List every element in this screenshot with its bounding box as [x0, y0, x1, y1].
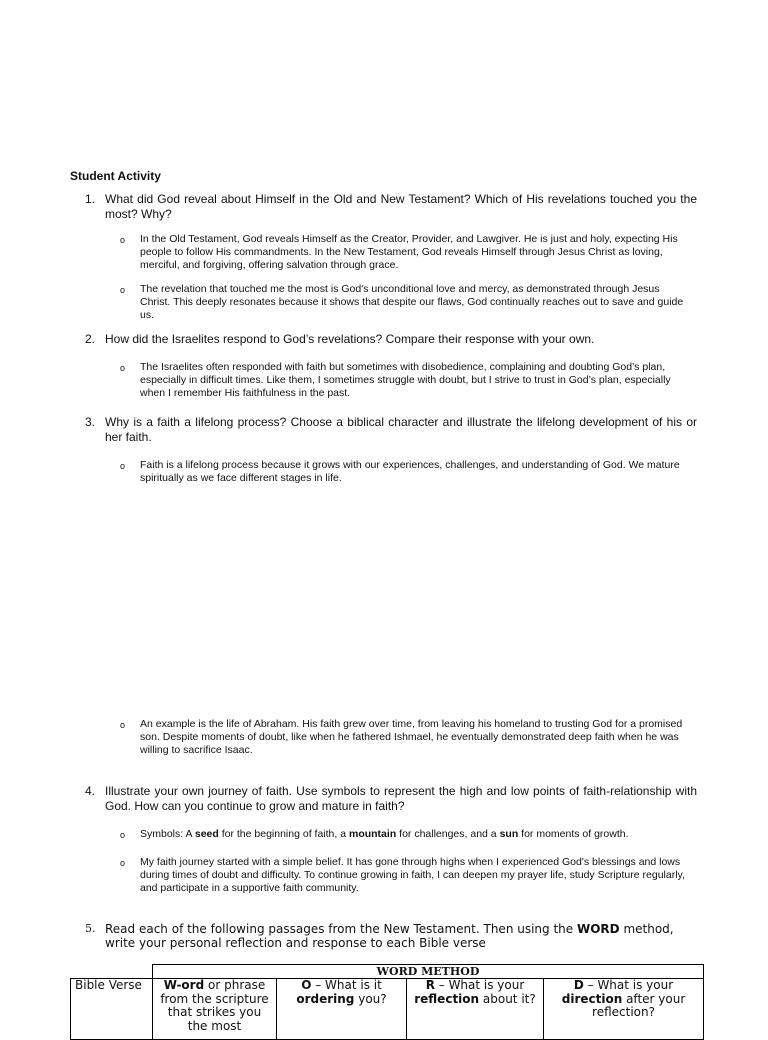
col-bible-verse: Bible Verse — [71, 979, 153, 1040]
bullet-icon: o — [120, 858, 126, 868]
question-1 — [85, 192, 697, 221]
col-direction: D – What is your direction after your reflection? — [544, 979, 704, 1040]
question-number: 2. — [85, 332, 96, 346]
answer-item — [120, 361, 691, 401]
word-method-table — [70, 964, 704, 1040]
answer-item — [120, 233, 691, 273]
word-method-term: WORD — [576, 922, 620, 936]
bullet-icon: o — [120, 720, 126, 730]
table-title: WORD METHOD — [153, 965, 704, 979]
section-heading: Student Activity — [70, 169, 161, 183]
bullet-icon: o — [120, 363, 126, 373]
question-number: 4. — [85, 784, 96, 798]
answer-text: Faith is a lifelong process because it grows with our experiences, challenges, and understanding of God. We mature spiritually as we face different stages in life. — [140, 459, 680, 485]
bullet-icon: o — [120, 461, 126, 471]
symbols-text: Symbols: A seed for the beginning of faith, a mountain for challenges, and a sun for moments of growth. — [140, 828, 629, 840]
question-5 — [85, 922, 699, 950]
question-text: Illustrate your own journey of faith. Use symbols to represent the high and low points of faith-relationship with God. How can you continue to grow and mature in faith? — [105, 784, 697, 813]
table-empty-cell — [71, 965, 153, 979]
symbol-sun: sun — [499, 828, 519, 840]
col-word: W-ord or phrase from the scripture that strikes you the most — [153, 979, 277, 1040]
question-3 — [85, 415, 697, 444]
answer-item — [120, 718, 691, 758]
answer-item — [120, 856, 691, 896]
answer-text: The revelation that touched me the most is God's unconditional love and mercy, as demonstrated through Jesus Christ. This deeply resonates because it shows that despite our flaws, God continually reaches out to save and guide us. — [140, 283, 684, 322]
question-number: 3. — [85, 415, 96, 429]
question-number: 1. — [85, 192, 96, 206]
question-number: 5. — [85, 922, 96, 935]
bullet-icon: o — [120, 830, 126, 840]
answer-item — [120, 828, 691, 842]
symbol-mountain: mountain — [348, 828, 397, 840]
bullet-icon: o — [120, 285, 126, 295]
question-2 — [85, 332, 697, 347]
col-reflection: R – What is your reflection about it? — [407, 979, 544, 1040]
symbol-seed: seed — [194, 828, 219, 840]
answer-item — [120, 459, 691, 485]
table-header-row — [71, 979, 704, 1040]
col-ordering: O – What is it ordering you? — [277, 979, 407, 1040]
question-text: Why is a faith a lifelong process? Choose a biblical character and illustrate the lifelong development of his or her faith. — [105, 415, 697, 444]
question-text: Read each of the following passages from the New Testament. Then using the WORD method, write your personal reflection and response to each Bible verse — [105, 922, 674, 950]
answer-text: An example is the life of Abraham. His faith grew over time, from leaving his homeland to trusting God for a promised son. Despite moments of doubt, like when he fathered Ishmael, he eventually demonstrated deep faith when he was willing to sacrifice Isaac. — [140, 718, 683, 757]
question-4 — [85, 784, 697, 813]
question-text: How did the Israelites respond to God’s revelations? Compare their response with your own. — [105, 332, 595, 346]
answer-text: In the Old Testament, God reveals Himself as the Creator, Provider, and Lawgiver. He is just and holy, expecting His people to follow His commandments. In the New Testament, God reveals Himself through Jesus Christ as loving, merciful, and forgiving, offering salvation through grace. — [140, 233, 678, 272]
question-text: What did God reveal about Himself in the Old and New Testament? Which of His revelations touched you the most? Why? — [105, 192, 697, 221]
answer-item — [120, 283, 691, 323]
bullet-icon: o — [120, 235, 126, 245]
answer-text: My faith journey started with a simple belief. It has gone through highs when I experienced God's blessings and lows during times of doubt and difficulty. To continue growing in faith, I can deepen my prayer life, study Scripture regularly, and participate in a supportive faith community. — [140, 856, 685, 895]
answer-text: The Israelites often responded with faith but sometimes with disobedience, complaining and doubting God’s plan, especially in difficult times. Like them, I sometimes struggle with doubt, but I strive to trust in God’s plan, especially when I remember His faithfulness in the past. — [140, 361, 671, 400]
